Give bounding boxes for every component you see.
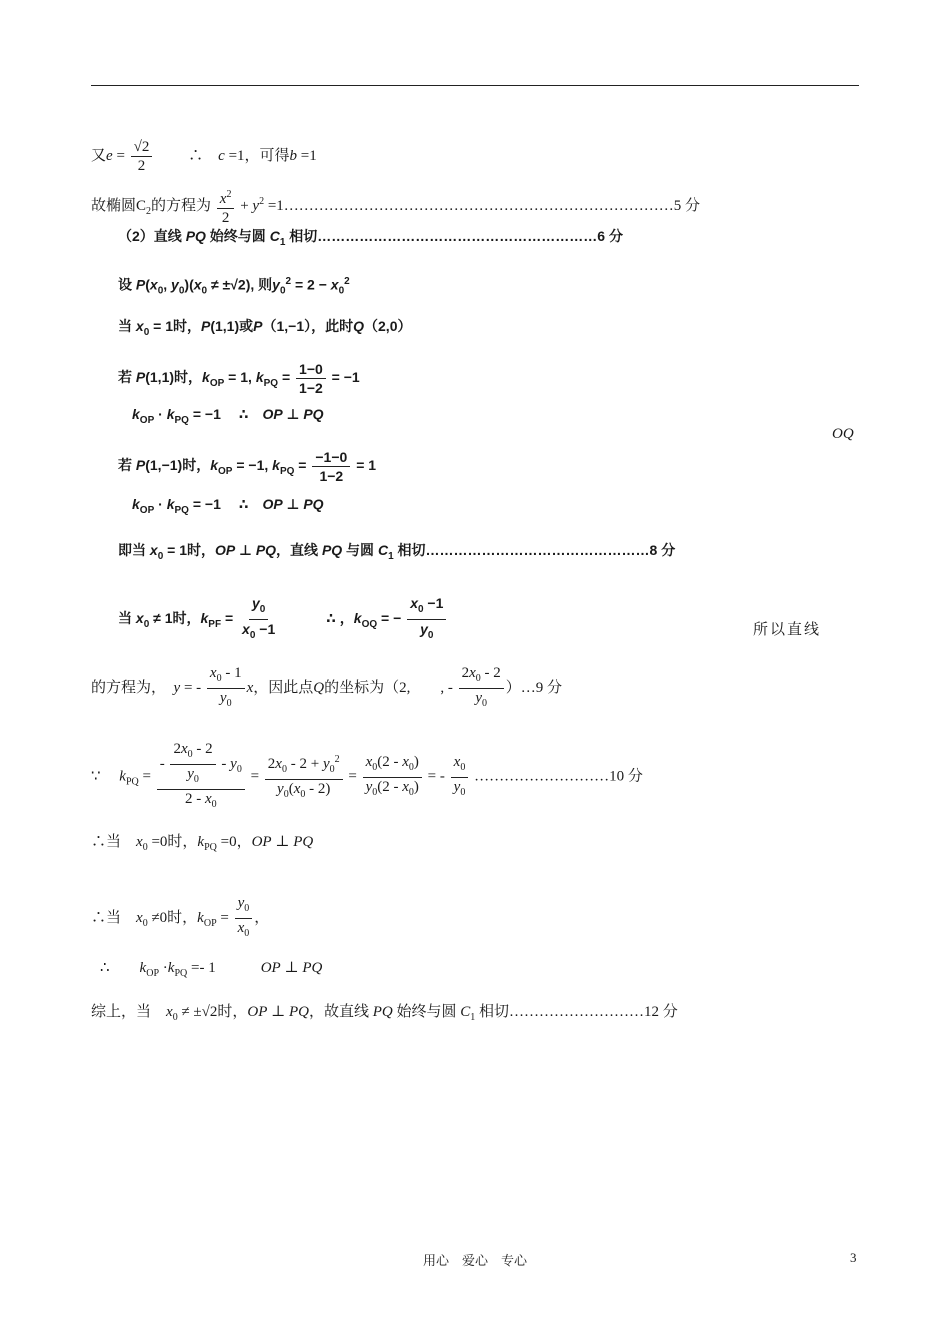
line-12: 的方程为， y = - $\frac{x_0 - 1}{y_0}$ x，因此点Q的坐标为（2, , - $\frac{2x_0 - 2}{y_0}$ ）…9 分: [91, 665, 563, 709]
line-6: 若 P(1,1)时，$k_{OP} = 1$, $k_{PQ}$ = $\frac{1-0}{1-2}$ = −1: [118, 361, 360, 396]
line-3: （2）直线 PQ 始终与圆 $C_1$ 相切……………………………………………………6 分: [118, 228, 623, 248]
line-17: 综上，当 $x_0 \ne \pm√2$时，OP ⊥ PQ，故直线 PQ 始终与圆 $C_1$ 相切………………………12 分: [91, 1004, 678, 1023]
line-16: ∴ $k_{OP} \cdot k_{PQ} =- 1$ OP ⊥ PQ: [100, 960, 323, 979]
line-8: 若 P(1,−1)时，$k_{OP} = -1$, $k_{PQ}$ = $\frac{-1-0}{1-2}$ = 1: [118, 449, 377, 484]
line-9: $k_{OP} \cdot k_{PQ} = -1$ ∴ OP ⊥ PQ: [132, 496, 324, 516]
line-2: 故椭圆$C_2$的方程为 $\frac{x^2}{2}$ + $y^2$ =1……………………………………………………………………5 分: [91, 186, 700, 227]
margin-oq: OQ: [832, 426, 854, 442]
line-10: 即当 $x_0 = 1$时，OP ⊥ PQ，直线 PQ 与圆 $C_1$ 相切…………………………………………8 分: [118, 542, 676, 562]
line-15: ∴当 $x_0 \ne 0$时，$k_{OP}$ = $\frac{y_0}{x_0}$ ，: [91, 895, 270, 939]
margin-suoyi: 所以直线: [753, 622, 822, 638]
line-14: ∴当 $x_0 =0$时，$k_{PQ} =0$，OP ⊥ PQ: [91, 834, 314, 853]
footer-text: 用心 爱心 专心: [422, 1253, 527, 1268]
line-13: ∵ $k_{PQ}$ = - $\frac{2x_0 - 2}{y_0}$ - $y_0$ $2 - x_0$ = $\frac{2x_0 - 2 + y_0^2}{y_0(x_0 - 2)}$ = $\frac{x_0(2 - x_0)}{y_0(2 - x_0)}$ = - $\frac{x_0}{y_0}$ ………………………10 分: [91, 741, 643, 810]
line-7: $k_{OP} \cdot k_{PQ} = -1$ ∴ OP ⊥ PQ: [132, 406, 324, 426]
line-1: 又e = $\frac{√2}{2}$ ∴ c =1，可得b =1: [91, 139, 317, 174]
header-rule: [91, 85, 859, 86]
line-11: 当 $x_0 \ne 1$时，$k_{PF}$ = $\frac{y_0}{x_0 -1}$ ∴ ，$k_{OQ}$ = − $\frac{x_0 -1}{y_0}$: [118, 594, 448, 645]
line-4: 设 $P(x_0$, $y_0)(x_0 \ne \pm√2)$, 则$y_0^2 = 2 - x_0^2$: [118, 276, 350, 297]
line-5: 当 $x_0 = 1$时，P(1,1)或P（1,−1），此时Q（2,0）: [118, 318, 412, 338]
page-number: 3: [850, 1250, 857, 1265]
